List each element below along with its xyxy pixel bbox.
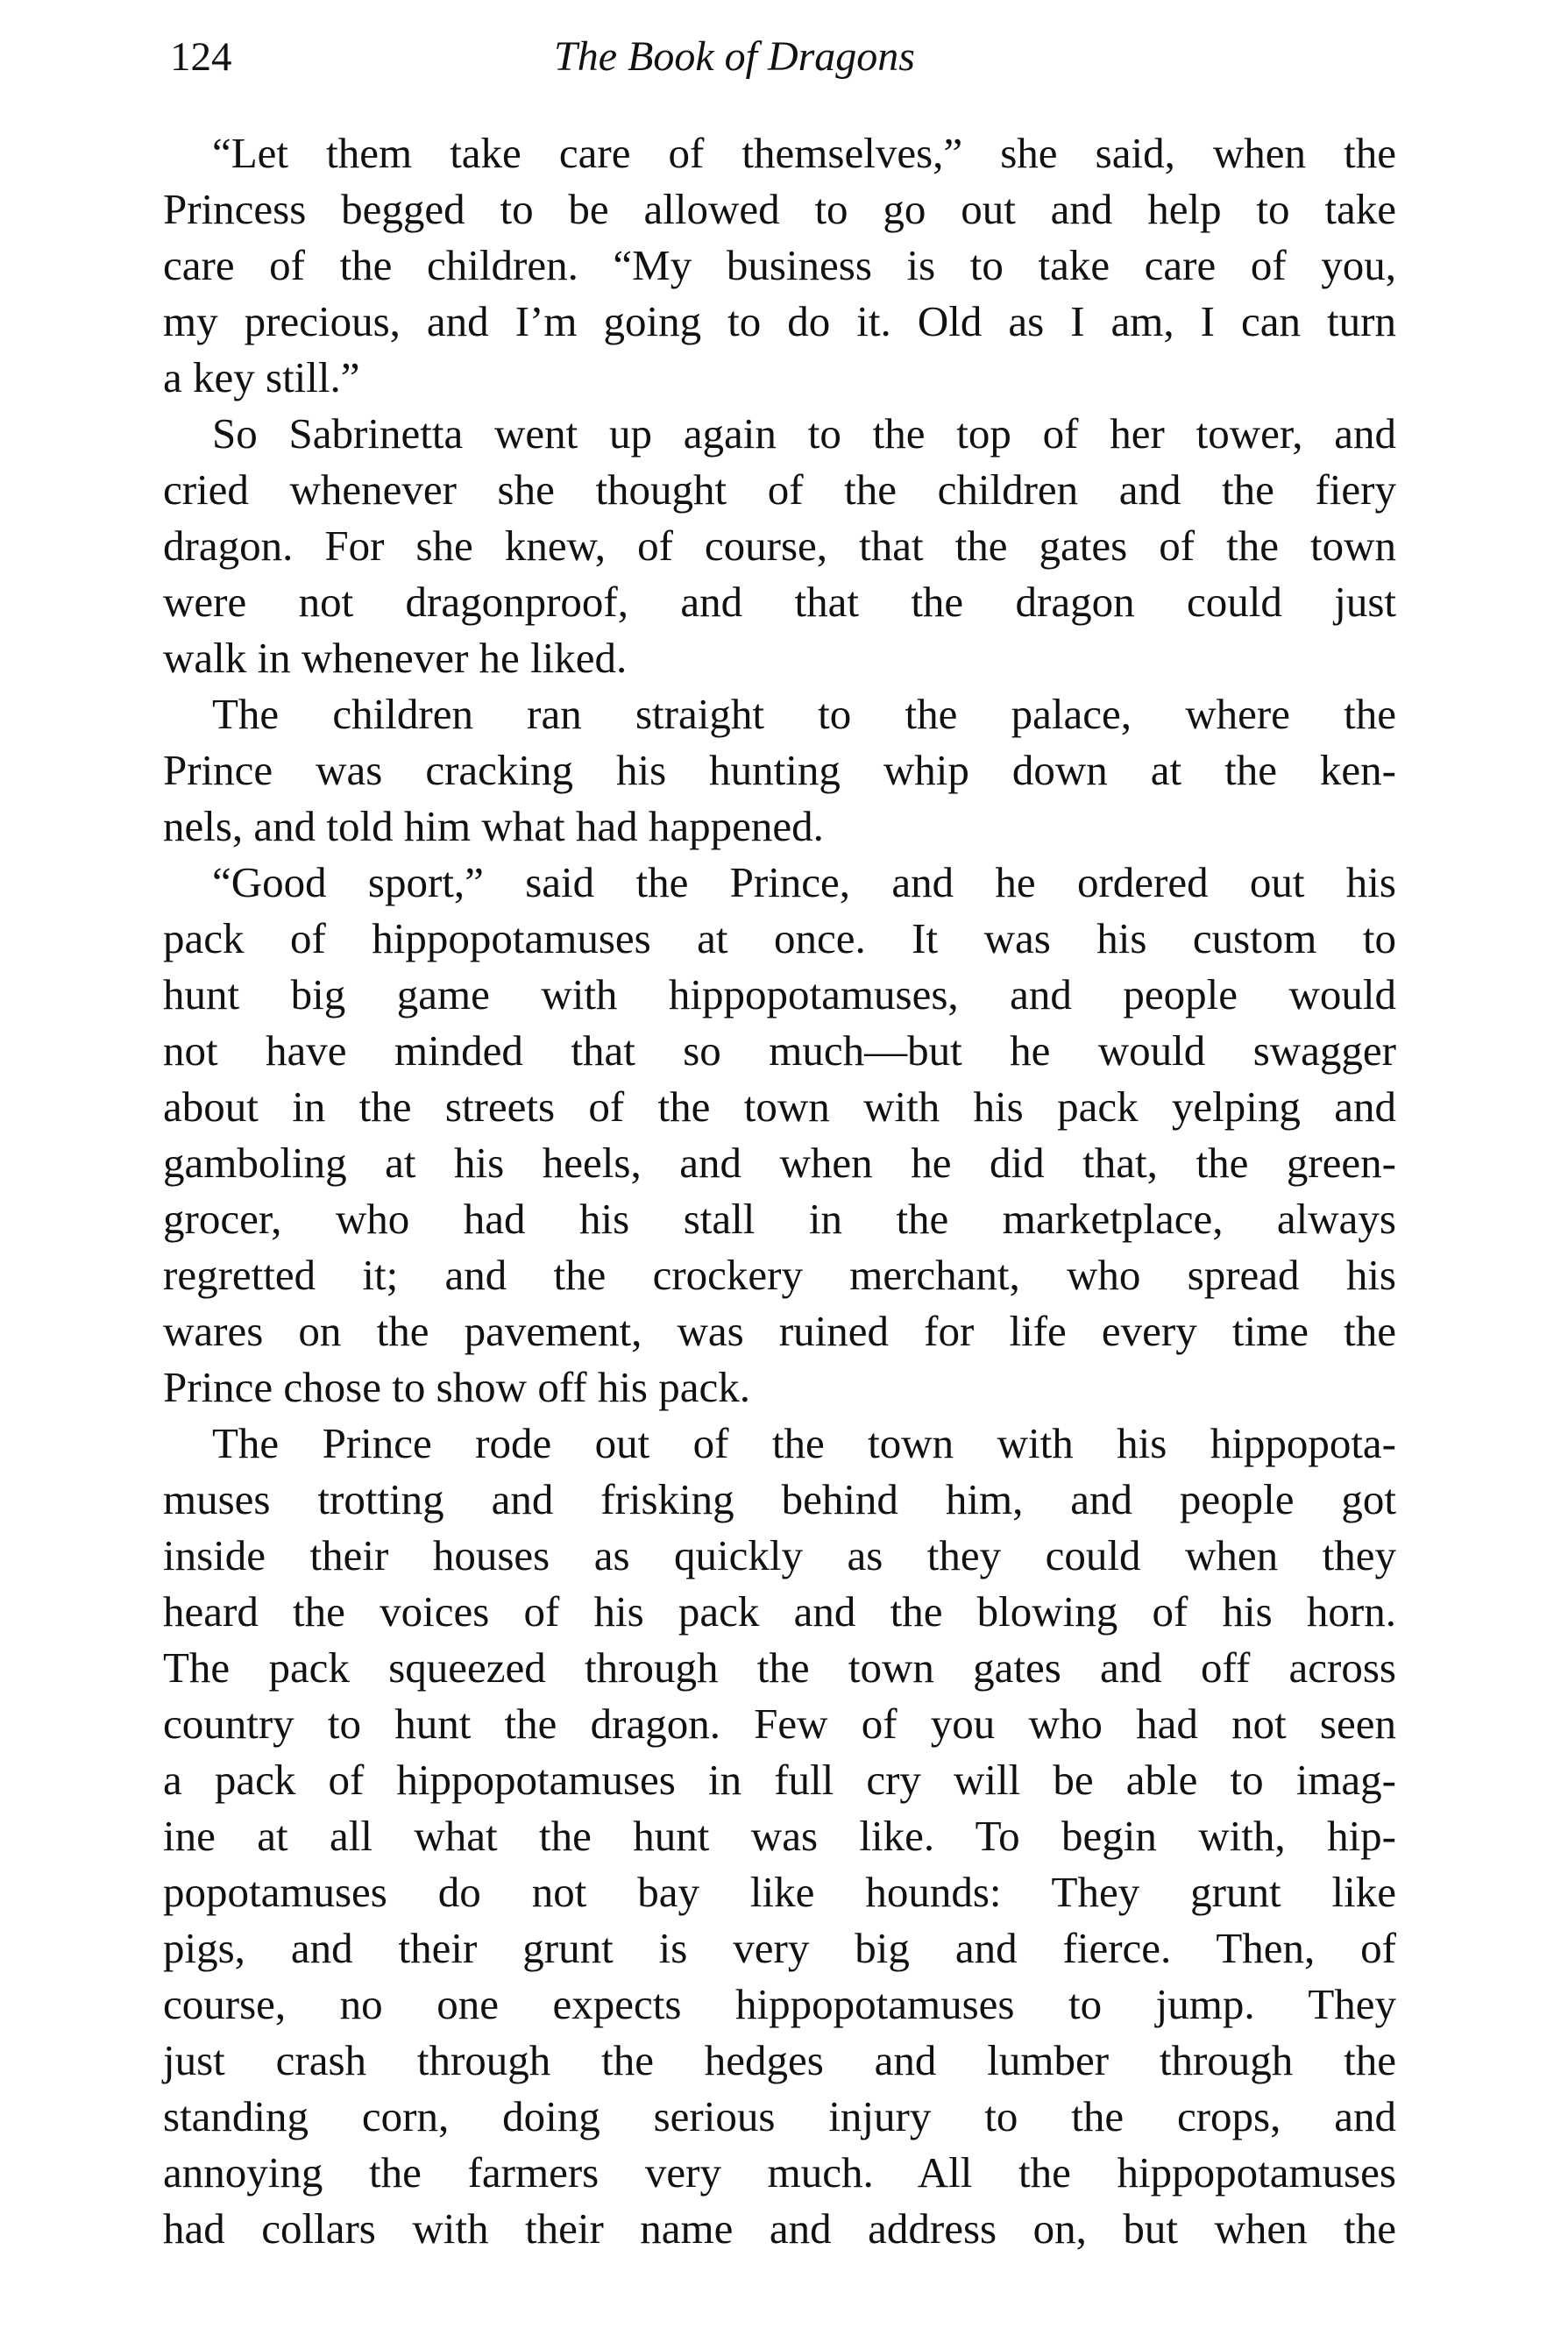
text-line: The Prince rode out of the town with his hippopota- [212,1419,1396,1467]
text-line: wares on the pavement, was ruined for life every time the [163,1307,1396,1355]
text-line: popotamuses do not bay like hounds: They grunt like [163,1868,1396,1916]
text-line: course, no one expects hippopotamuses to jump. They [163,1980,1396,2028]
book-title: The Book of Dragons [554,33,915,80]
text-line: The children ran straight to the palace, where the [212,690,1396,738]
text-line: a key still.” [163,353,360,401]
text-line: country to hunt the dragon. Few of you who had not seen [163,1700,1396,1748]
text-line: pigs, and their grunt is very big and fierce. Then, of [163,1924,1396,1972]
text-line: Prince chose to show off his pack. [163,1363,750,1411]
text-line: care of the children. “My business is to take care of you, [163,241,1396,289]
text-line: dragon. For she knew, of course, that the gates of the town [163,522,1396,570]
text-line: heard the voices of his pack and the blowing of his horn. [163,1587,1396,1636]
text-line: had collars with their name and address on, but when the [163,2204,1396,2253]
paragraph [163,686,1396,855]
text-line: “Let them take care of themselves,” she said, when the [212,129,1396,177]
text-line: The pack squeezed through the town gates and off across [163,1643,1396,1692]
paragraph [163,406,1396,686]
text-line: nels, and told him what had happened. [163,802,824,850]
text-line: muses trotting and frisking behind him, and people got [163,1475,1396,1523]
text-line: inside their houses as quickly as they could when they [163,1531,1396,1579]
paragraph [163,125,1396,406]
text-line: annoying the farmers very much. All the hippopotamuses [163,2148,1396,2197]
text-line: grocer, who had his stall in the marketplace, always [163,1195,1396,1243]
body-text [163,125,1396,2257]
text-line: So Sabrinetta went up again to the top of her tower, and [212,409,1396,458]
text-line: cried whenever she thought of the children and the fiery [163,465,1396,514]
paragraph [163,855,1396,1416]
text-line: a pack of hippopotamuses in full cry will be able to imag- [163,1756,1396,1804]
text-line: Princess begged to be allowed to go out and help to take [163,185,1396,233]
text-line: my precious, and I’m going to do it. Old as I am, I can turn [163,297,1396,345]
book-page [163,0,1396,2342]
running-head [163,30,1396,84]
text-line: not have minded that so much—but he would swagger [163,1026,1396,1075]
page-number: 124 [170,34,232,80]
text-line: were not dragonproof, and that the dragon could just [163,578,1396,626]
text-line: “Good sport,” said the Prince, and he ordered out his [212,858,1396,906]
text-line: about in the streets of the town with his pack yelping and [163,1082,1396,1131]
text-line: hunt big game with hippopotamuses, and people would [163,970,1396,1018]
text-line: gamboling at his heels, and when he did that, the green- [163,1139,1396,1187]
text-line: pack of hippopotamuses at once. It was his custom to [163,914,1396,962]
text-line: ine at all what the hunt was like. To begin with, hip- [163,1812,1396,1860]
text-line: standing corn, doing serious injury to the crops, and [163,2092,1396,2140]
paragraph [163,1416,1396,2257]
text-line: walk in whenever he liked. [163,634,628,682]
text-line: regretted it; and the crockery merchant, who spread his [163,1251,1396,1299]
text-line: Prince was cracking his hunting whip down at the ken- [163,746,1396,794]
text-line: just crash through the hedges and lumber through the [163,2036,1396,2084]
